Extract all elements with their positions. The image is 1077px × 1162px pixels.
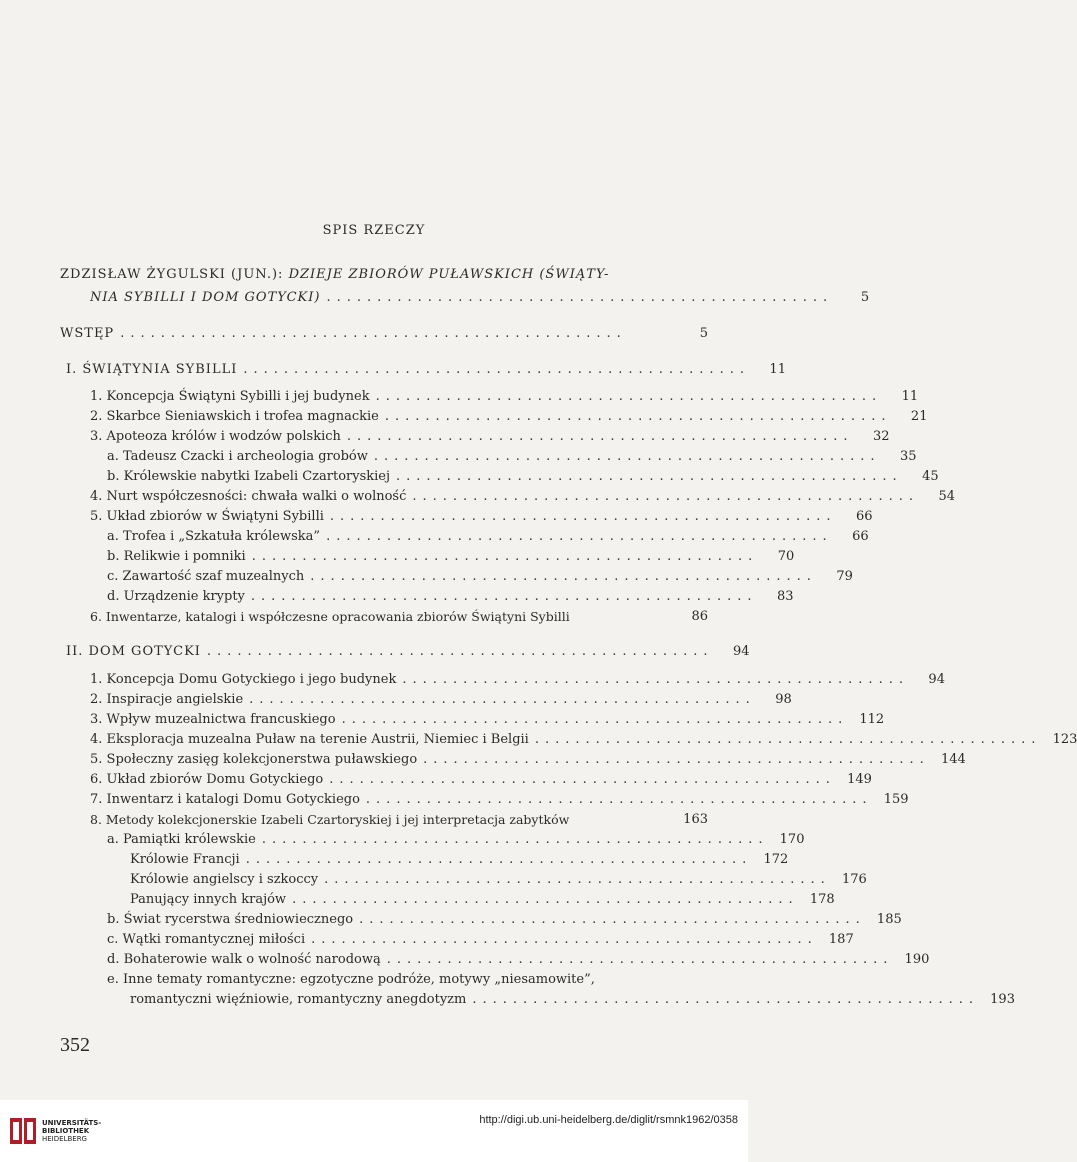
toc-entry-text: b. Relikwie i pomniki	[107, 549, 246, 564]
toc-entry-text: d. Bohaterowie walk o wolność narodową	[107, 952, 381, 967]
toc-entry	[90, 728, 1077, 748]
dot-leader: ..................................................	[402, 672, 909, 687]
library-logo-icon[interactable]	[8, 1114, 38, 1148]
dot-leader: ..................................................	[292, 892, 799, 907]
toc-entry	[130, 988, 1015, 1008]
toc-entry-page: 190	[904, 952, 930, 967]
dot-leader: ..................................................	[120, 326, 627, 341]
toc-entry-page: 5	[860, 290, 870, 305]
toc-entry-page: 54	[938, 489, 956, 504]
toc-entry-page: 172	[763, 852, 789, 867]
toc-entry-page: 123	[1052, 732, 1077, 747]
dot-leader: ..................................................	[329, 772, 836, 787]
toc-entry	[107, 928, 854, 948]
toc-entry-text: 4. Nurt współczesności: chwała walki o wolność	[90, 489, 407, 504]
toc-entry-text: e. Inne tematy romantyczne: egzotyczne podróże, motywy „niesamowite”,	[107, 972, 595, 987]
toc-entry-page: 178	[809, 892, 835, 907]
toc-entry-text: 2. Skarbce Sieniawskich i trofea magnackie	[90, 409, 379, 424]
toc-entry-page: 11	[901, 389, 919, 404]
dot-leader: ..................................................	[346, 429, 854, 444]
dot-leader: ..................................................	[310, 569, 817, 584]
toc-entry-page: 86	[691, 609, 708, 624]
dot-leader: ..................................................	[251, 549, 759, 564]
toc-entry	[90, 788, 909, 808]
toc-entry-page: 70	[777, 549, 795, 564]
dot-leader: ..................................................	[375, 389, 883, 404]
toc-entry-text: WSTĘP	[60, 326, 115, 341]
toc-entry-text: ZDZISŁAW ŻYGULSKI (JUN.): DZIEJE ZBIORÓW PUŁAWSKICH (ŚWIĄTY-	[60, 267, 610, 282]
toc-entry-text: 6. Układ zbiorów Domu Gotyckiego	[90, 772, 324, 787]
toc-entry	[90, 668, 945, 688]
toc-entry-text: 5. Układ zbiorów w Świątyni Sybilli	[90, 509, 324, 524]
toc-entry-page: 35	[899, 449, 917, 464]
toc-entry	[107, 525, 869, 545]
toc-entry-page: 163	[683, 812, 708, 827]
dot-leader: ..................................................	[326, 529, 833, 544]
dot-leader: ..................................................	[250, 589, 758, 604]
toc-entry-page: 11	[769, 362, 786, 377]
dot-leader: ..................................................	[396, 469, 903, 484]
toc-entry-text: Królowie Francji	[130, 852, 240, 867]
toc-entry-page: 83	[776, 589, 794, 604]
toc-entry-page: 187	[828, 932, 854, 947]
toc-entry-text: 2. Inspiracje angielskie	[90, 692, 244, 707]
toc-entry-page: 144	[940, 752, 966, 767]
toc-entry-text: c. Zawartość szaf muzealnych	[107, 569, 305, 584]
toc-entry-page: 79	[836, 569, 853, 584]
dot-leader: ..................................................	[249, 692, 756, 707]
toc-entry	[66, 358, 786, 378]
toc-entry-text: a. Trofea i „Szkatuła królewska”	[107, 529, 321, 544]
toc-entry-page: 170	[779, 832, 805, 847]
toc-entry	[90, 708, 885, 728]
toc-entry-page: 159	[883, 792, 909, 807]
toc-entry	[90, 688, 792, 708]
dot-leader: ..................................................	[329, 509, 837, 524]
toc-entry-text: d. Urządzenie krypty	[107, 589, 245, 604]
toc-entry	[107, 445, 917, 465]
page-number: 352	[60, 1034, 90, 1056]
toc-entry-page: 176	[841, 872, 867, 887]
dot-leader: ..................................................	[386, 952, 894, 967]
dot-leader: ..................................................	[206, 644, 714, 659]
toc-entry-text: a. Pamiątki królewskie	[107, 832, 256, 847]
dot-leader: ..................................................	[534, 732, 1042, 747]
toc-entry-page: 32	[872, 429, 890, 444]
toc-entry	[107, 828, 805, 848]
permalink-url[interactable]: http://digi.ub.uni-heidelberg.de/diglit/rsmnk1962/0358	[479, 1114, 738, 1126]
toc-entry-text: Królowie angielscy i szkoccy	[130, 872, 319, 887]
toc-entry-text: 8. Metody kolekcjonerskie Izabeli Czartoryskiej i jej interpretacja zabytków	[90, 812, 570, 827]
toc-entry-text: 1. Koncepcja Świątyni Sybilli i jej budynek	[90, 389, 370, 404]
toc-entry	[90, 485, 956, 505]
page-title: SPIS RZECZY	[322, 223, 426, 238]
toc-entry	[90, 425, 890, 445]
dot-leader: ..................................................	[472, 992, 979, 1007]
dot-leader: ..................................................	[243, 362, 750, 377]
toc-entry-page: 94	[733, 644, 750, 659]
dot-leader: ..................................................	[384, 409, 892, 424]
toc-entry-text: romantyczni więźniowie, romantyczny anegdotyzm	[130, 992, 467, 1007]
toc-entry	[66, 640, 750, 660]
toc-entry-text: b. Świat rycerstwa średniowiecznego	[107, 912, 354, 927]
toc-entry	[130, 888, 835, 908]
toc-entry-text: 7. Inwentarz i katalogi Domu Gotyckiego	[90, 792, 360, 807]
toc-entry-text: b. Królewskie nabytki Izabeli Czartoryskiej	[107, 469, 391, 484]
toc-entry-text: Panujący innych krajów	[130, 892, 287, 907]
toc-entry	[107, 465, 939, 485]
toc-entry	[90, 768, 872, 788]
toc-entry-page: 185	[876, 912, 902, 927]
toc-entry-text: 1. Koncepcja Domu Gotyckiego i jego budynek	[90, 672, 397, 687]
dot-leader: ..................................................	[373, 449, 881, 464]
toc-entry-text: a. Tadeusz Czacki i archeologia grobów	[107, 449, 368, 464]
toc-entry-text: 3. Wpływ muzealnictwa francuskiego	[90, 712, 336, 727]
library-name: UNIVERSITÄTS- BIBLIOTHEK HEIDELBERG	[42, 1119, 102, 1143]
toc-entry	[90, 286, 870, 306]
dot-leader: ..................................................	[261, 832, 769, 847]
toc-entry	[107, 585, 794, 605]
toc-entry-text: c. Wątki romantycznej miłości	[107, 932, 306, 947]
toc-entry	[60, 263, 708, 283]
dot-leader: ..................................................	[412, 489, 920, 504]
dot-leader: ..................................................	[341, 712, 849, 727]
dot-leader: ..................................................	[245, 852, 753, 867]
toc-entry-page: 45	[922, 469, 939, 484]
toc-entry-text: 3. Apoteoza królów i wodzów polskich	[90, 429, 341, 444]
toc-entry	[90, 385, 919, 405]
toc-entry-text: II. DOM GOTYCKI	[66, 644, 201, 659]
toc-entry-text: 5. Społeczny zasięg kolekcjonerstwa puławskiego	[90, 752, 418, 767]
toc-entry	[107, 565, 853, 585]
dot-leader: ..................................................	[423, 752, 930, 767]
toc-entry-page: 149	[847, 772, 872, 787]
toc-entry-page: 66	[855, 509, 873, 524]
toc-entry	[130, 868, 867, 888]
toc-entry	[90, 405, 928, 425]
toc-entry-text: I. ŚWIĄTYNIA SYBILLI	[66, 362, 238, 377]
toc-entry	[107, 908, 902, 928]
dot-leader: ..................................................	[326, 290, 834, 305]
toc-entry-page: 21	[910, 409, 928, 424]
dot-leader: ..................................................	[359, 912, 866, 927]
toc-entry-page: 112	[859, 712, 885, 727]
viewer-footer	[0, 1100, 748, 1162]
dot-leader: ..................................................	[365, 792, 873, 807]
toc-entry	[107, 968, 708, 988]
toc-entry	[60, 322, 708, 342]
toc-entry	[90, 605, 708, 625]
toc-entry-text: 4. Eksploracja muzealna Puław na terenie Austrii, Niemiec i Belgii	[90, 732, 529, 747]
toc-entry	[90, 808, 708, 828]
toc-entry-page: 98	[775, 692, 792, 707]
toc-entry	[107, 545, 795, 565]
toc-entry	[130, 848, 789, 868]
toc-entry-page: 5	[699, 326, 708, 341]
toc-entry	[90, 505, 873, 525]
toc-entry-text: NIA SYBILLI I DOM GOTYCKI)	[90, 290, 321, 305]
toc-entry	[107, 948, 930, 968]
toc-entry-page: 66	[852, 529, 869, 544]
toc-entry-page: 94	[928, 672, 945, 687]
dot-leader: ..................................................	[324, 872, 831, 887]
dot-leader: ..................................................	[311, 932, 818, 947]
toc-entry-page: 193	[990, 992, 1015, 1007]
toc-entry-text: 6. Inwentarze, katalogi i współczesne opracowania zbiorów Świątyni Sybilli	[90, 609, 570, 624]
toc-entry	[90, 748, 966, 768]
